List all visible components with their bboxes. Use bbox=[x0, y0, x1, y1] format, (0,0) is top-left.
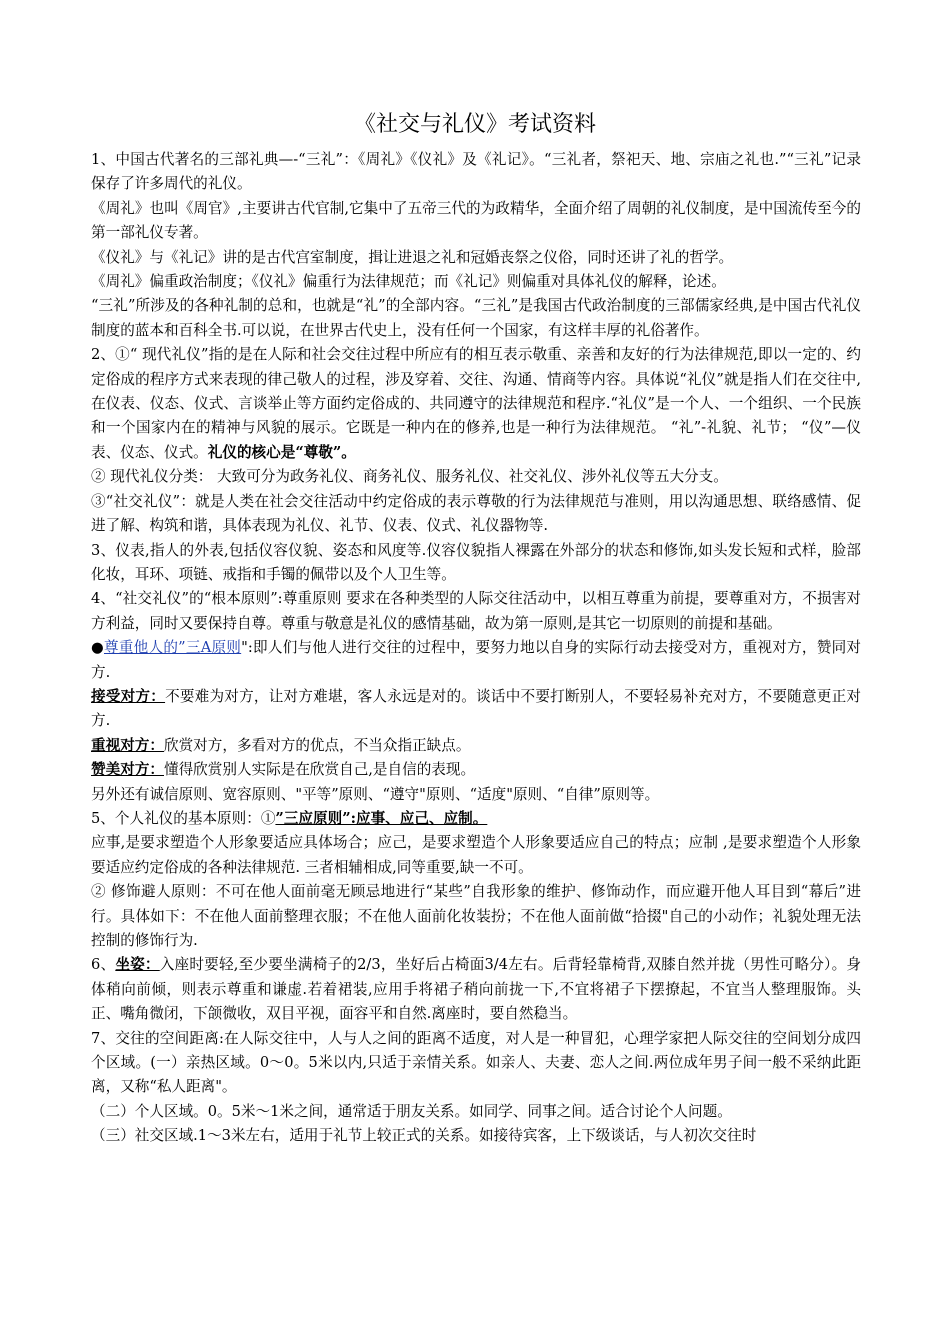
paragraph-text: ":即人们与他人进行交往的过程中，要努力地以自身的实际行动去接受对方，重视对方，赞同对方. bbox=[91, 639, 862, 681]
document-title: 《社交与礼仪》考试资料 bbox=[353, 112, 596, 137]
paragraph-text: 不要难为对方，让对方难堪，客人永远是对的。谈话中不要打断别人，不要轻易补充对方，不要随意更正对方. bbox=[91, 687, 861, 730]
paragraph-text: 6、 bbox=[91, 956, 116, 974]
paragraph: 另外还有诚信原则、宽容原则、"平等”原则、“遵守"原则、“适度"原则、“自律”原则等。 bbox=[91, 785, 660, 803]
paragraph bbox=[91, 807, 861, 831]
paragraph: 《周礼》偏重政治制度；《仪礼》偏重行为法律规范；而《礼记》则偏重对具体礼仪的解释，论述。 bbox=[91, 273, 726, 291]
bold-text: 礼仪的核心是“尊敬”。 bbox=[207, 443, 356, 461]
paragraph-text: 懂得欣赏别人实际是在欣赏自己,是自信的表现。 bbox=[163, 761, 476, 779]
paragraph bbox=[91, 343, 861, 465]
term-label: 赞美对方： bbox=[91, 761, 164, 779]
paragraph bbox=[91, 953, 861, 1026]
paragraph bbox=[91, 685, 861, 734]
paragraph: （二）个人区域。0。5米～1米之间，通常适于朋友关系。如同学、同事之间。适合讨论个人问题。 bbox=[91, 1102, 732, 1120]
paragraph: 7、交往的空间距离:在人际交往中，人与人之间的距离不适度，对人是一种冒犯，心理学家把人际交往的空间划分成四个区域。(一）亲热区域。0～0。5米以内,只适于亲情关系。如亲人、夫妻、恋人之间.两位成年男子间一般不采纳此距离，又称“私人距离"。 bbox=[91, 1029, 861, 1096]
paragraph bbox=[91, 758, 861, 782]
paragraph-text: 欣赏对方，多看对方的优点，不当众指正缺点。 bbox=[163, 736, 471, 754]
paragraph: 应事,是要求塑造个人形象要适应具体场合；应己，是要求塑造个人形象要适应自己的特点；应制 ,是要求塑造个人形象要适应约定俗成的各种法律规范. 三者相辅相成,同等重要,缺一不可。 bbox=[91, 834, 861, 876]
paragraph bbox=[91, 636, 861, 685]
bullet: ● bbox=[91, 639, 104, 657]
term-label: 接受对方： bbox=[91, 687, 166, 705]
term-label: ”三应原则”:应事、应己、应制。 bbox=[275, 809, 488, 827]
paragraph: “三礼”所涉及的各种礼制的总和，也就是“礼”的全部内容。“三礼”是我国古代政治制度的三部儒家经典,是中国古代礼仪制度的蓝本和百科全书.可以说，在世界古代史上，没有任何一个国家，有这样丰厚的礼俗著作。 bbox=[91, 297, 861, 339]
paragraph: 《周礼》也叫《周官》,主要讲古代官制,它集中了五帝三代的为政精华，全面介绍了周朝的礼仪制度，是中国流传至今的第一部礼仪专著。 bbox=[91, 199, 861, 242]
paragraph: ② 现代礼仪分类： 大致可分为政务礼仪、商务礼仪、服务礼仪、社交礼仪、涉外礼仪等五大分支。 bbox=[91, 468, 728, 486]
paragraph-text: 5、个人礼仪的基本原则：① bbox=[91, 809, 276, 827]
paragraph: 1、中国古代著名的三部礼典—-“三礼”：《周礼》《仪礼》及《礼记》。“三礼者，祭祀天、地、宗庙之礼也.”“三礼”记录保存了许多周代的礼仪。 bbox=[91, 151, 861, 193]
paragraph: 3、仪表,指人的外表,包括仪容仪貌、姿态和风度等.仪容仪貌指人裸露在外部分的状态和修饰,如头发长短和式样，脸部化妆，耳环、项链、戒指和手镯的佩带以及个人卫生等。 bbox=[91, 541, 861, 583]
paragraph-text: 入座时要轻,至少要坐满椅子的2/3，坐好后占椅面3/4左右。后背轻靠椅背,双膝自然并拢（男性可略分）。身体稍向前倾，则表示尊重和谦虚.若着裙装,应用手将裙子稍向前拢一下,不宜将裙子下摆撩起，不宜当人整理服饰。头正、嘴角微闭，下颌微收，双目平视，面容平和自然.离座时，要自然稳当。 bbox=[91, 956, 861, 1023]
term-label: 重视对方： bbox=[91, 736, 164, 754]
paragraph: ② 修饰避人原则：不可在他人面前毫无顾忌地进行“某些”自我形象的维护、修饰动作，而应避开他人耳目到“幕后”进行。具体如下：不在他人面前整理衣服；不在他人面前化妆装扮；不在他人面前做“拾掇"自己的小动作；礼貌处理无法控制的修饰行为. bbox=[91, 883, 861, 949]
three-a-principle-link[interactable]: 尊重他人的”三A原则 bbox=[103, 639, 242, 657]
paragraph: （三）社交区域.1～3米左右，适用于礼节上较正式的关系。如接待宾客，上下级谈话，与人初次交往时 bbox=[91, 1127, 757, 1145]
paragraph-text: 2、①“ 现代礼仪”指的是在人际和社会交往过程中所应有的相互表示敬重、亲善和友好的行为法律规范,即以一定的、约定俗成的程序方式来表现的律己敬人的过程，涉及穿着、交往、沟通、情商等内容。具体说“礼仪”就是指人们在交往中,在仪表、仪态、仪式、言谈举止等方面约定俗成的、共同遵守的法律规范和程序.“礼仪”是一个人、一个组织、一个民族和一个国家内在的精神与风貌的展示。它既是一种内在的修养,也是一种行为法律规范。 “礼”-礼貌、礼节； “仪”—仪表、仪态、仪式。 bbox=[91, 346, 861, 461]
term-label: 坐姿： bbox=[115, 956, 160, 974]
document-body bbox=[91, 148, 861, 1149]
paragraph: 《仪礼》与《礼记》讲的是古代宫室制度，揖让进退之礼和冠婚丧祭之仪俗，同时还讲了礼的哲学。 bbox=[91, 248, 734, 266]
paragraph: ③“社交礼仪”：就是人类在社会交往活动中约定俗成的表示尊敬的行为法律规范与准则，用以沟通思想、联络感情、促进了解、构筑和谐，具体表现为礼仪、礼节、仪表、仪式、礼仪器物等. bbox=[91, 492, 861, 535]
paragraph bbox=[91, 734, 861, 758]
paragraph: 4、“社交礼仪”的“根本原则”:尊重原则 要求在各种类型的人际交往活动中，以相互尊重为前提，要尊重对方，不损害对方利益，同时又要保持自尊。尊重与敬意是礼仪的感情基础，故为第一原则,是其它一切原则的前提和基础。 bbox=[91, 590, 861, 632]
